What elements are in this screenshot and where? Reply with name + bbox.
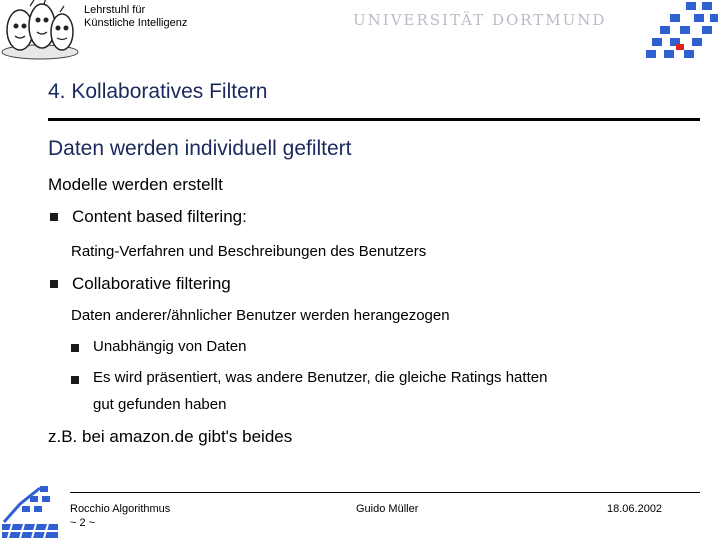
bullet-square-icon <box>50 280 58 288</box>
university-logo-icon <box>640 0 720 65</box>
bullet1-text: Rating-Verfahren und Beschreibungen des Benutzers <box>71 243 427 260</box>
sub-bullet-square-icon <box>71 376 79 384</box>
footer-author: Guido Müller <box>356 503 419 515</box>
bullet1-title: Content based filtering: <box>72 207 247 226</box>
chair-name-line2: Künstliche Intelligenz <box>84 17 188 29</box>
closing-remark: z.B. bei amazon.de gibt's beides <box>48 427 293 446</box>
sub-bullet-square-icon <box>71 344 79 352</box>
footer-page-number: ~ 2 ~ <box>70 517 96 529</box>
chair-name-line1: Lehrstuhl für <box>84 4 146 16</box>
chair-logo-icon <box>0 0 80 60</box>
heading: Daten werden individuell gefiltert <box>48 137 352 160</box>
sub-bullet2-line2: gut gefunden haben <box>93 396 227 413</box>
bullet2-title: Collaborative filtering <box>72 274 231 293</box>
footer-divider <box>70 492 700 493</box>
sub-bullet2-line1: Es wird präsentiert, was andere Benutzer, die gleiche Ratings hatten <box>93 369 548 386</box>
footer-date: 18.06.2002 <box>607 503 663 515</box>
footer-logo-icon <box>0 484 60 540</box>
subheading: Modelle werden erstellt <box>48 175 223 194</box>
sub-bullet1-text: Unabhängig von Daten <box>93 338 247 355</box>
bullet2-text: Daten anderer/ähnlicher Benutzer werden herangezogen <box>71 307 450 324</box>
footer-topic: Rocchio Algorithmus <box>70 503 171 515</box>
slide-title: 4. Kollaboratives Filtern <box>48 80 268 103</box>
university-name: UNIVERSITÄT DORTMUND <box>353 11 607 29</box>
bullet-square-icon <box>50 213 58 221</box>
title-divider <box>48 118 700 121</box>
